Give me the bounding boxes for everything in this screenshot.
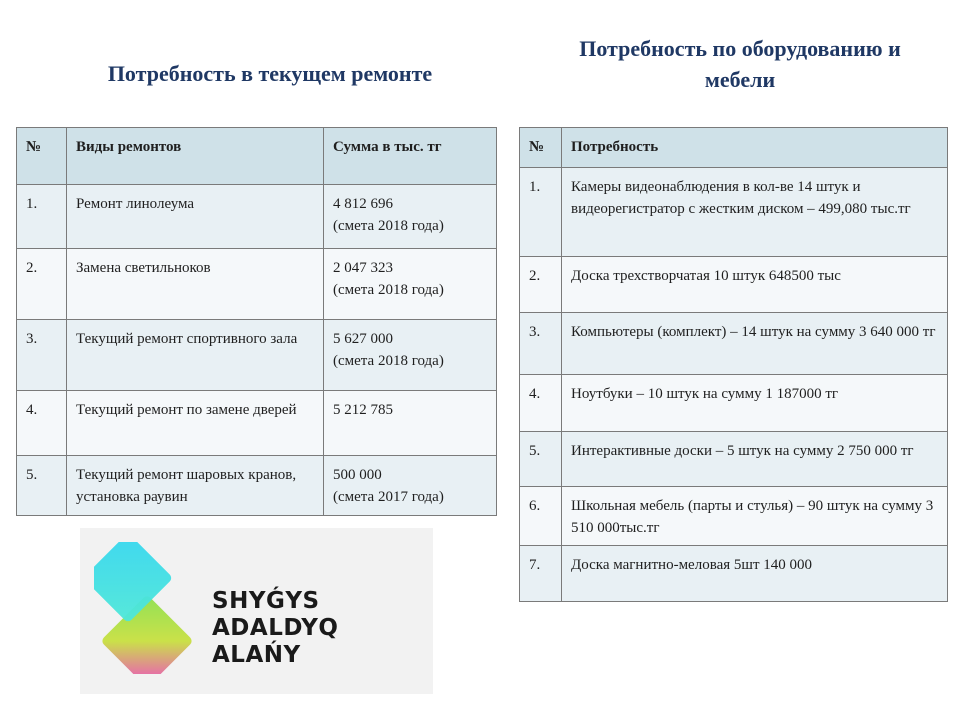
amount-value: 5 627 000	[333, 331, 393, 347]
logo-mark-icon	[94, 542, 204, 674]
header-amount: Сумма в тыс. тг	[324, 128, 497, 185]
amount-value: 2 047 323	[333, 260, 393, 276]
amount-note: (смета 2018 года)	[333, 218, 444, 234]
repair-kind: Замена светильноков	[67, 249, 324, 320]
equipment-needs-table	[519, 127, 948, 602]
logo	[80, 528, 433, 694]
repair-kind: Текущий ремонт по замене дверей	[67, 391, 324, 456]
table-row	[520, 168, 948, 257]
amount-value: 500 000	[333, 467, 382, 483]
need-text: Компьютеры (комплект) – 14 штук на сумму 3 640 000 тг	[562, 313, 948, 375]
repair-amount	[324, 391, 497, 456]
table-row	[520, 257, 948, 313]
row-number: 1.	[520, 168, 562, 257]
amount-value: 5 212 785	[333, 402, 393, 418]
table-row	[17, 249, 497, 320]
need-text: Доска трехстворчатая 10 штук 648500 тыс	[562, 257, 948, 313]
table-row	[520, 375, 948, 432]
row-number: 3.	[520, 313, 562, 375]
amount-value: 4 812 696	[333, 196, 393, 212]
table-row	[17, 185, 497, 249]
logo-line-1: SHYǴYS	[212, 588, 320, 614]
row-number: 3.	[17, 320, 67, 391]
row-number: 5.	[520, 432, 562, 487]
table-row	[17, 456, 497, 516]
logo-wordmark	[212, 588, 433, 669]
row-number: 2.	[520, 257, 562, 313]
table-row	[17, 320, 497, 391]
repair-needs-table	[16, 127, 497, 516]
row-number: 2.	[17, 249, 67, 320]
left-section-title: Потребность в текущем ремонте	[107, 61, 433, 86]
table-row	[520, 487, 948, 546]
repair-amount	[324, 249, 497, 320]
amount-note: (смета 2017 года)	[333, 489, 444, 505]
row-number: 5.	[17, 456, 67, 516]
table-header-row	[17, 128, 497, 185]
table-row	[520, 546, 948, 602]
row-number: 7.	[520, 546, 562, 602]
repair-amount	[324, 456, 497, 516]
repair-kind: Текущий ремонт шаровых кранов, установка раувин	[67, 456, 324, 516]
amount-note: (смета 2018 года)	[333, 282, 444, 298]
repair-kind: Ремонт линолеума	[67, 185, 324, 249]
need-text: Интерактивные доски – 5 штук на сумму 2 750 000 тг	[562, 432, 948, 487]
repair-amount	[324, 320, 497, 391]
need-text: Камеры видеонаблюдения в кол-ве 14 штук и видеорегистратор с жестким диском – 499,080 тыс.тг	[562, 168, 948, 257]
repair-amount	[324, 185, 497, 249]
need-text: Ноутбуки – 10 штук на сумму 1 187000 тг	[562, 375, 948, 432]
row-number: 1.	[17, 185, 67, 249]
table-row	[17, 391, 497, 456]
repair-kind: Текущий ремонт спортивного зала	[67, 320, 324, 391]
table-header-row	[520, 128, 948, 168]
amount-note: (смета 2018 года)	[333, 353, 444, 369]
need-text: Доска магнитно-меловая 5шт 140 000	[562, 546, 948, 602]
table-row	[520, 313, 948, 375]
header-need: Потребность	[562, 128, 948, 168]
logo-line-2: ADALDYQ ALAŃY	[212, 615, 339, 668]
right-section-title: Потребность по оборудованию и мебели	[579, 36, 901, 92]
row-number: 4.	[520, 375, 562, 432]
row-number: 4.	[17, 391, 67, 456]
header-number: №	[17, 128, 67, 185]
header-repair-kind: Виды ремонтов	[67, 128, 324, 185]
header-number: №	[520, 128, 562, 168]
table-row	[520, 432, 948, 487]
row-number: 6.	[520, 487, 562, 546]
need-text: Школьная мебель (парты и стулья) – 90 штук на сумму 3 510 000тыс.тг	[562, 487, 948, 546]
